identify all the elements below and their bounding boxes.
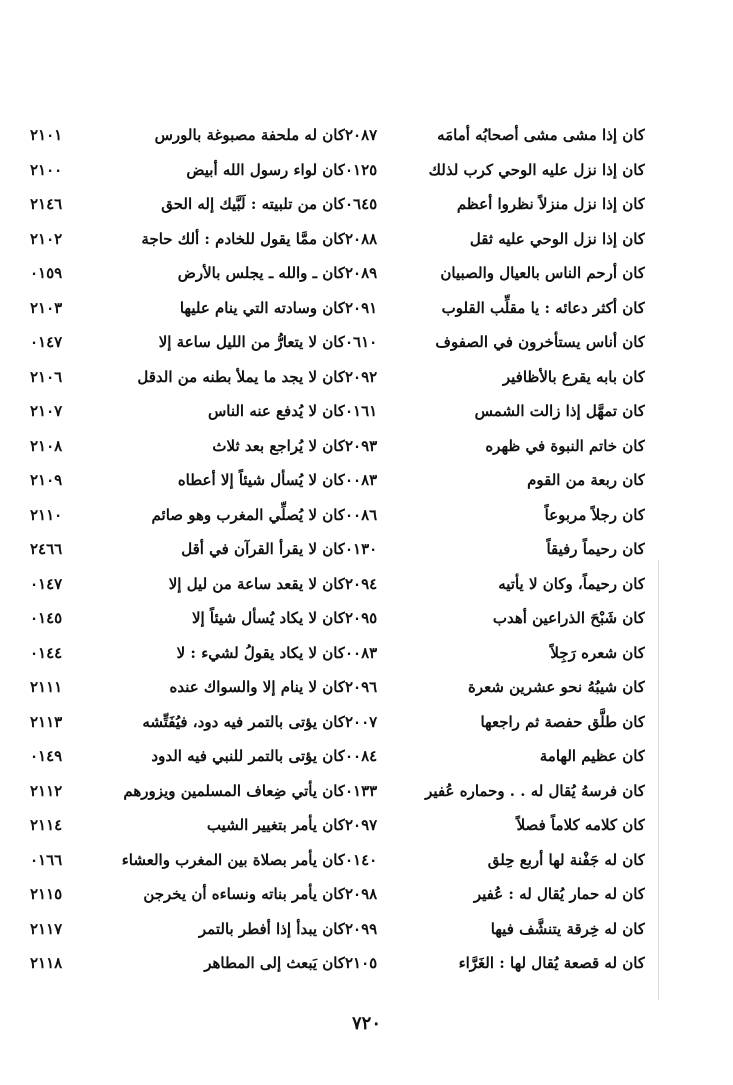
entry-number: ٠١٥٩ bbox=[30, 264, 63, 282]
entry-text: كان يأتي ضِعاف المسلمين ويزورهم bbox=[123, 781, 345, 800]
index-entry bbox=[30, 532, 345, 567]
entry-text: كان لا يكاد يقولُ لشيء : لا bbox=[176, 643, 345, 662]
entry-number: ٢١٤٦ bbox=[30, 195, 63, 213]
index-entry bbox=[30, 429, 345, 464]
entry-text: كان لا ينام إلا والسواك عنده bbox=[169, 678, 345, 696]
page-number: ٧٢٠ bbox=[351, 1013, 381, 1034]
index-entry bbox=[345, 360, 645, 395]
entry-text: كان ممَّا يقول للخادم : ألك حاجة bbox=[141, 229, 345, 248]
index-entry bbox=[345, 222, 645, 257]
entry-text: كان من تلبيته : لَبَّيك إله الحق bbox=[161, 195, 345, 213]
entry-number: ٢١٠١ bbox=[30, 126, 63, 144]
entry-number: ٢١١٧ bbox=[30, 919, 63, 938]
entry-number: ٢١٠٧ bbox=[30, 402, 63, 420]
index-entry bbox=[345, 877, 645, 912]
index-entry bbox=[345, 567, 645, 602]
index-entry bbox=[345, 187, 645, 222]
index-entry bbox=[30, 291, 345, 326]
index-entry bbox=[345, 774, 645, 809]
index-entry bbox=[30, 601, 345, 636]
entry-text: كان يؤتى بالتمر فيه دود، فيُفَتِّشه bbox=[142, 712, 345, 731]
entry-number: ٠١٣٣ bbox=[345, 781, 378, 800]
index-entry bbox=[30, 670, 345, 705]
entry-number: ٢٠٩٢ bbox=[345, 367, 378, 386]
index-entry bbox=[30, 222, 345, 257]
index-entry bbox=[30, 705, 345, 740]
entry-number: ٢٠٨٨ bbox=[345, 229, 378, 248]
entry-text: كان وسادته التي ينام عليها bbox=[179, 298, 345, 317]
index-entry bbox=[30, 463, 345, 498]
entry-number: ٠١٤٥ bbox=[30, 609, 63, 627]
entry-number: ٠١٤٧ bbox=[30, 333, 63, 351]
entry-text: كان رحيماً رفيقاً bbox=[546, 540, 645, 558]
entry-text: كان إذا نزل منزلاً نظروا أعظم bbox=[456, 195, 645, 213]
index-entry bbox=[30, 636, 345, 671]
left-index-column bbox=[30, 118, 345, 981]
entry-number: ٢٠٠٧ bbox=[345, 712, 378, 731]
entry-number: ٢٤٦٦ bbox=[30, 540, 63, 558]
entry-text: كان ـ والله ـ يجلس بالأرض bbox=[177, 264, 345, 282]
index-entry bbox=[345, 636, 645, 671]
entry-text: كان يأمر بصلاة بين المغرب والعشاء bbox=[121, 850, 345, 869]
index-entry bbox=[345, 394, 645, 429]
entry-number: ٢١١١ bbox=[30, 678, 63, 696]
entry-text: كان له ملحفة مصبوغة بالورس bbox=[154, 126, 345, 144]
entry-text: كان أرحم الناس بالعيال والصبيان bbox=[440, 264, 645, 282]
entry-number: ٠١٤٠ bbox=[345, 850, 378, 869]
entry-number: ٠٠٨٦ bbox=[345, 505, 378, 524]
index-entry bbox=[345, 463, 645, 498]
index-entry bbox=[345, 118, 645, 153]
entry-text: كان إذا نزل عليه الوحي كرب لذلك bbox=[428, 160, 645, 179]
entry-text: كان لا يجد ما يملأ بطنه من الدقل bbox=[137, 367, 345, 386]
entry-number: ٢١١٨ bbox=[30, 954, 63, 972]
entry-number: ٠١٤٤ bbox=[30, 643, 63, 662]
entry-number: ٢٠٩٤ bbox=[345, 574, 378, 593]
index-entry bbox=[30, 153, 345, 188]
entry-text: كان ربعة من القوم bbox=[527, 471, 645, 489]
index-entry bbox=[30, 877, 345, 912]
index-entry bbox=[345, 291, 645, 326]
entry-text: كان شيبُهُ نحو عشرين شعرة bbox=[467, 678, 645, 696]
index-entry bbox=[30, 843, 345, 878]
entry-text: كان له جَفْنة لها أربع حِلق bbox=[487, 850, 645, 869]
entry-text: كان إذا مشى مشى أصحابُه أمامَه bbox=[437, 126, 645, 144]
entry-number: ٢١٠٩ bbox=[30, 471, 63, 489]
entry-text: كان لا يتعارُّ من الليل ساعة إلا bbox=[158, 333, 345, 351]
index-entry bbox=[345, 498, 645, 533]
entry-number: ٠١٣٠ bbox=[345, 540, 378, 558]
index-entry bbox=[345, 843, 645, 878]
entry-number: ٢٠٩٣ bbox=[345, 436, 378, 455]
entry-number: ٠٠٨٤ bbox=[345, 747, 378, 765]
entry-text: كان إذا نزل الوحي عليه ثقل bbox=[469, 229, 645, 248]
entry-number: ٢٠٩٦ bbox=[345, 678, 378, 696]
entry-number: ٠١٦١ bbox=[345, 402, 378, 420]
entry-number: ٠١٤٩ bbox=[30, 747, 63, 765]
entry-number: ٢٠٩٩ bbox=[345, 919, 378, 938]
entry-text: كان بابه يقرع بالأظافير bbox=[502, 367, 645, 386]
right-index-column bbox=[345, 118, 645, 981]
entry-number: ٠٦٤٥ bbox=[345, 195, 378, 213]
index-entry bbox=[345, 256, 645, 291]
entry-text: كان تمهَّل إذا زالت الشمس bbox=[474, 402, 645, 420]
entry-number: ٢١٠٥ bbox=[345, 954, 378, 972]
index-entry bbox=[345, 601, 645, 636]
entry-text: كان رحيماً، وكان لا يأتيه bbox=[498, 574, 645, 593]
entry-number: ٠١٤٧ bbox=[30, 574, 63, 593]
index-entry bbox=[30, 394, 345, 429]
entry-text: كان لا يُدفع عنه الناس bbox=[207, 402, 345, 420]
entry-number: ٢٠٩٨ bbox=[345, 885, 378, 903]
entry-text: كان له حمار يُقال له : عُفير bbox=[473, 885, 645, 903]
entry-text: كان لا يقرأ القرآن في أقل bbox=[181, 540, 345, 558]
entry-number: ٢١٠٠ bbox=[30, 160, 63, 179]
entry-number: ٢١١٠ bbox=[30, 505, 63, 524]
entry-number: ٢٠٩٥ bbox=[345, 609, 378, 627]
entry-text: كان يأمر بناته ونساءه أن يخرجن bbox=[143, 885, 345, 903]
entry-text: كان يَبعث إلى المطاهر bbox=[204, 954, 345, 972]
index-entry bbox=[345, 532, 645, 567]
index-entry bbox=[345, 705, 645, 740]
index-entry bbox=[30, 946, 345, 981]
entry-text: كان شعره رَجِلاً bbox=[550, 643, 645, 662]
index-entry bbox=[30, 360, 345, 395]
entry-text: كان له قصعة يُقال لها : الغَرَّاء bbox=[458, 954, 645, 972]
entry-number: ٠٠٨٣ bbox=[345, 471, 378, 489]
entry-text: كان لواء رسول الله أبيض bbox=[186, 160, 345, 179]
entry-number: ٢٠٩١ bbox=[345, 298, 378, 317]
index-entry bbox=[345, 946, 645, 981]
entry-text: كان لا يُصلِّي المغرب وهو صائم bbox=[151, 505, 345, 524]
entry-text: كان أكثر دعائه : يا مقلِّب القلوب bbox=[441, 298, 645, 317]
entry-text: كان شَبْحَ الذراعين أهدب bbox=[492, 609, 645, 627]
entry-text: كان خاتم النبوة في ظهره bbox=[485, 436, 645, 455]
entry-number: ٢١٠٣ bbox=[30, 298, 63, 317]
entry-number: ٠١٢٥ bbox=[345, 160, 378, 179]
index-entry bbox=[345, 153, 645, 188]
index-entry bbox=[30, 774, 345, 809]
entry-text: كان لا يقعد ساعة من ليل إلا bbox=[168, 574, 345, 593]
entry-text: كان طلَّق حفصة ثم راجعها bbox=[480, 712, 645, 731]
index-entry bbox=[345, 670, 645, 705]
entry-number: ٢٠٨٧ bbox=[345, 126, 378, 144]
entry-text: كان له خِرقة يتنشَّف فيها bbox=[490, 919, 645, 938]
entry-text: كان يؤتى بالتمر للنبي فيه الدود bbox=[151, 747, 345, 765]
index-entry bbox=[345, 912, 645, 947]
entry-number: ٠٦١٠ bbox=[345, 333, 378, 351]
index-entry bbox=[30, 256, 345, 291]
entry-text: كان لا يُراجع بعد ثلاث bbox=[212, 436, 345, 455]
margin-line bbox=[658, 560, 659, 1000]
index-entry bbox=[345, 808, 645, 843]
entry-text: كان لا يكاد يُسأل شيئاً إلا bbox=[191, 609, 345, 627]
entry-number: ٢٠٨٩ bbox=[345, 264, 378, 282]
entry-text: كان كلامه كلاماً فصلاً bbox=[516, 816, 645, 834]
entry-number: ٢١١٤ bbox=[30, 816, 63, 834]
entry-text: كان رجلاً مربوعاً bbox=[544, 505, 645, 524]
entry-text: كان يبدأ إذا أفطر بالتمر bbox=[198, 919, 345, 938]
index-entry bbox=[30, 325, 345, 360]
index-entry bbox=[30, 498, 345, 533]
entry-number: ٢١٠٢ bbox=[30, 229, 63, 248]
entry-number: ٢١٠٦ bbox=[30, 367, 63, 386]
index-entry bbox=[345, 429, 645, 464]
index-entry bbox=[345, 739, 645, 774]
index-entry bbox=[30, 739, 345, 774]
entry-text: كان يأمر بتغيير الشيب bbox=[206, 816, 345, 834]
index-entry bbox=[30, 118, 345, 153]
entry-number: ٠١٦٦ bbox=[30, 850, 63, 869]
index-entry bbox=[30, 567, 345, 602]
index-entry bbox=[30, 187, 345, 222]
entry-number: ٢١١٣ bbox=[30, 712, 63, 731]
entry-number: ٠٠٨٣ bbox=[345, 643, 378, 662]
entry-number: ٢١١٥ bbox=[30, 885, 63, 903]
entry-text: كان لا يُسأل شيئاً إلا أعطاه bbox=[177, 471, 345, 489]
entry-text: كان أناس يستأخرون في الصفوف bbox=[435, 333, 645, 351]
index-entry bbox=[30, 808, 345, 843]
entry-number: ٢٠٩٧ bbox=[345, 816, 378, 834]
entry-text: كان فرسهُ يُقال له . . وحماره عُفير bbox=[425, 781, 645, 800]
index-entry bbox=[345, 325, 645, 360]
entry-number: ٢١١٢ bbox=[30, 781, 63, 800]
entry-number: ٢١٠٨ bbox=[30, 436, 63, 455]
entry-text: كان عظيم الهامة bbox=[539, 747, 645, 765]
index-entry bbox=[30, 912, 345, 947]
